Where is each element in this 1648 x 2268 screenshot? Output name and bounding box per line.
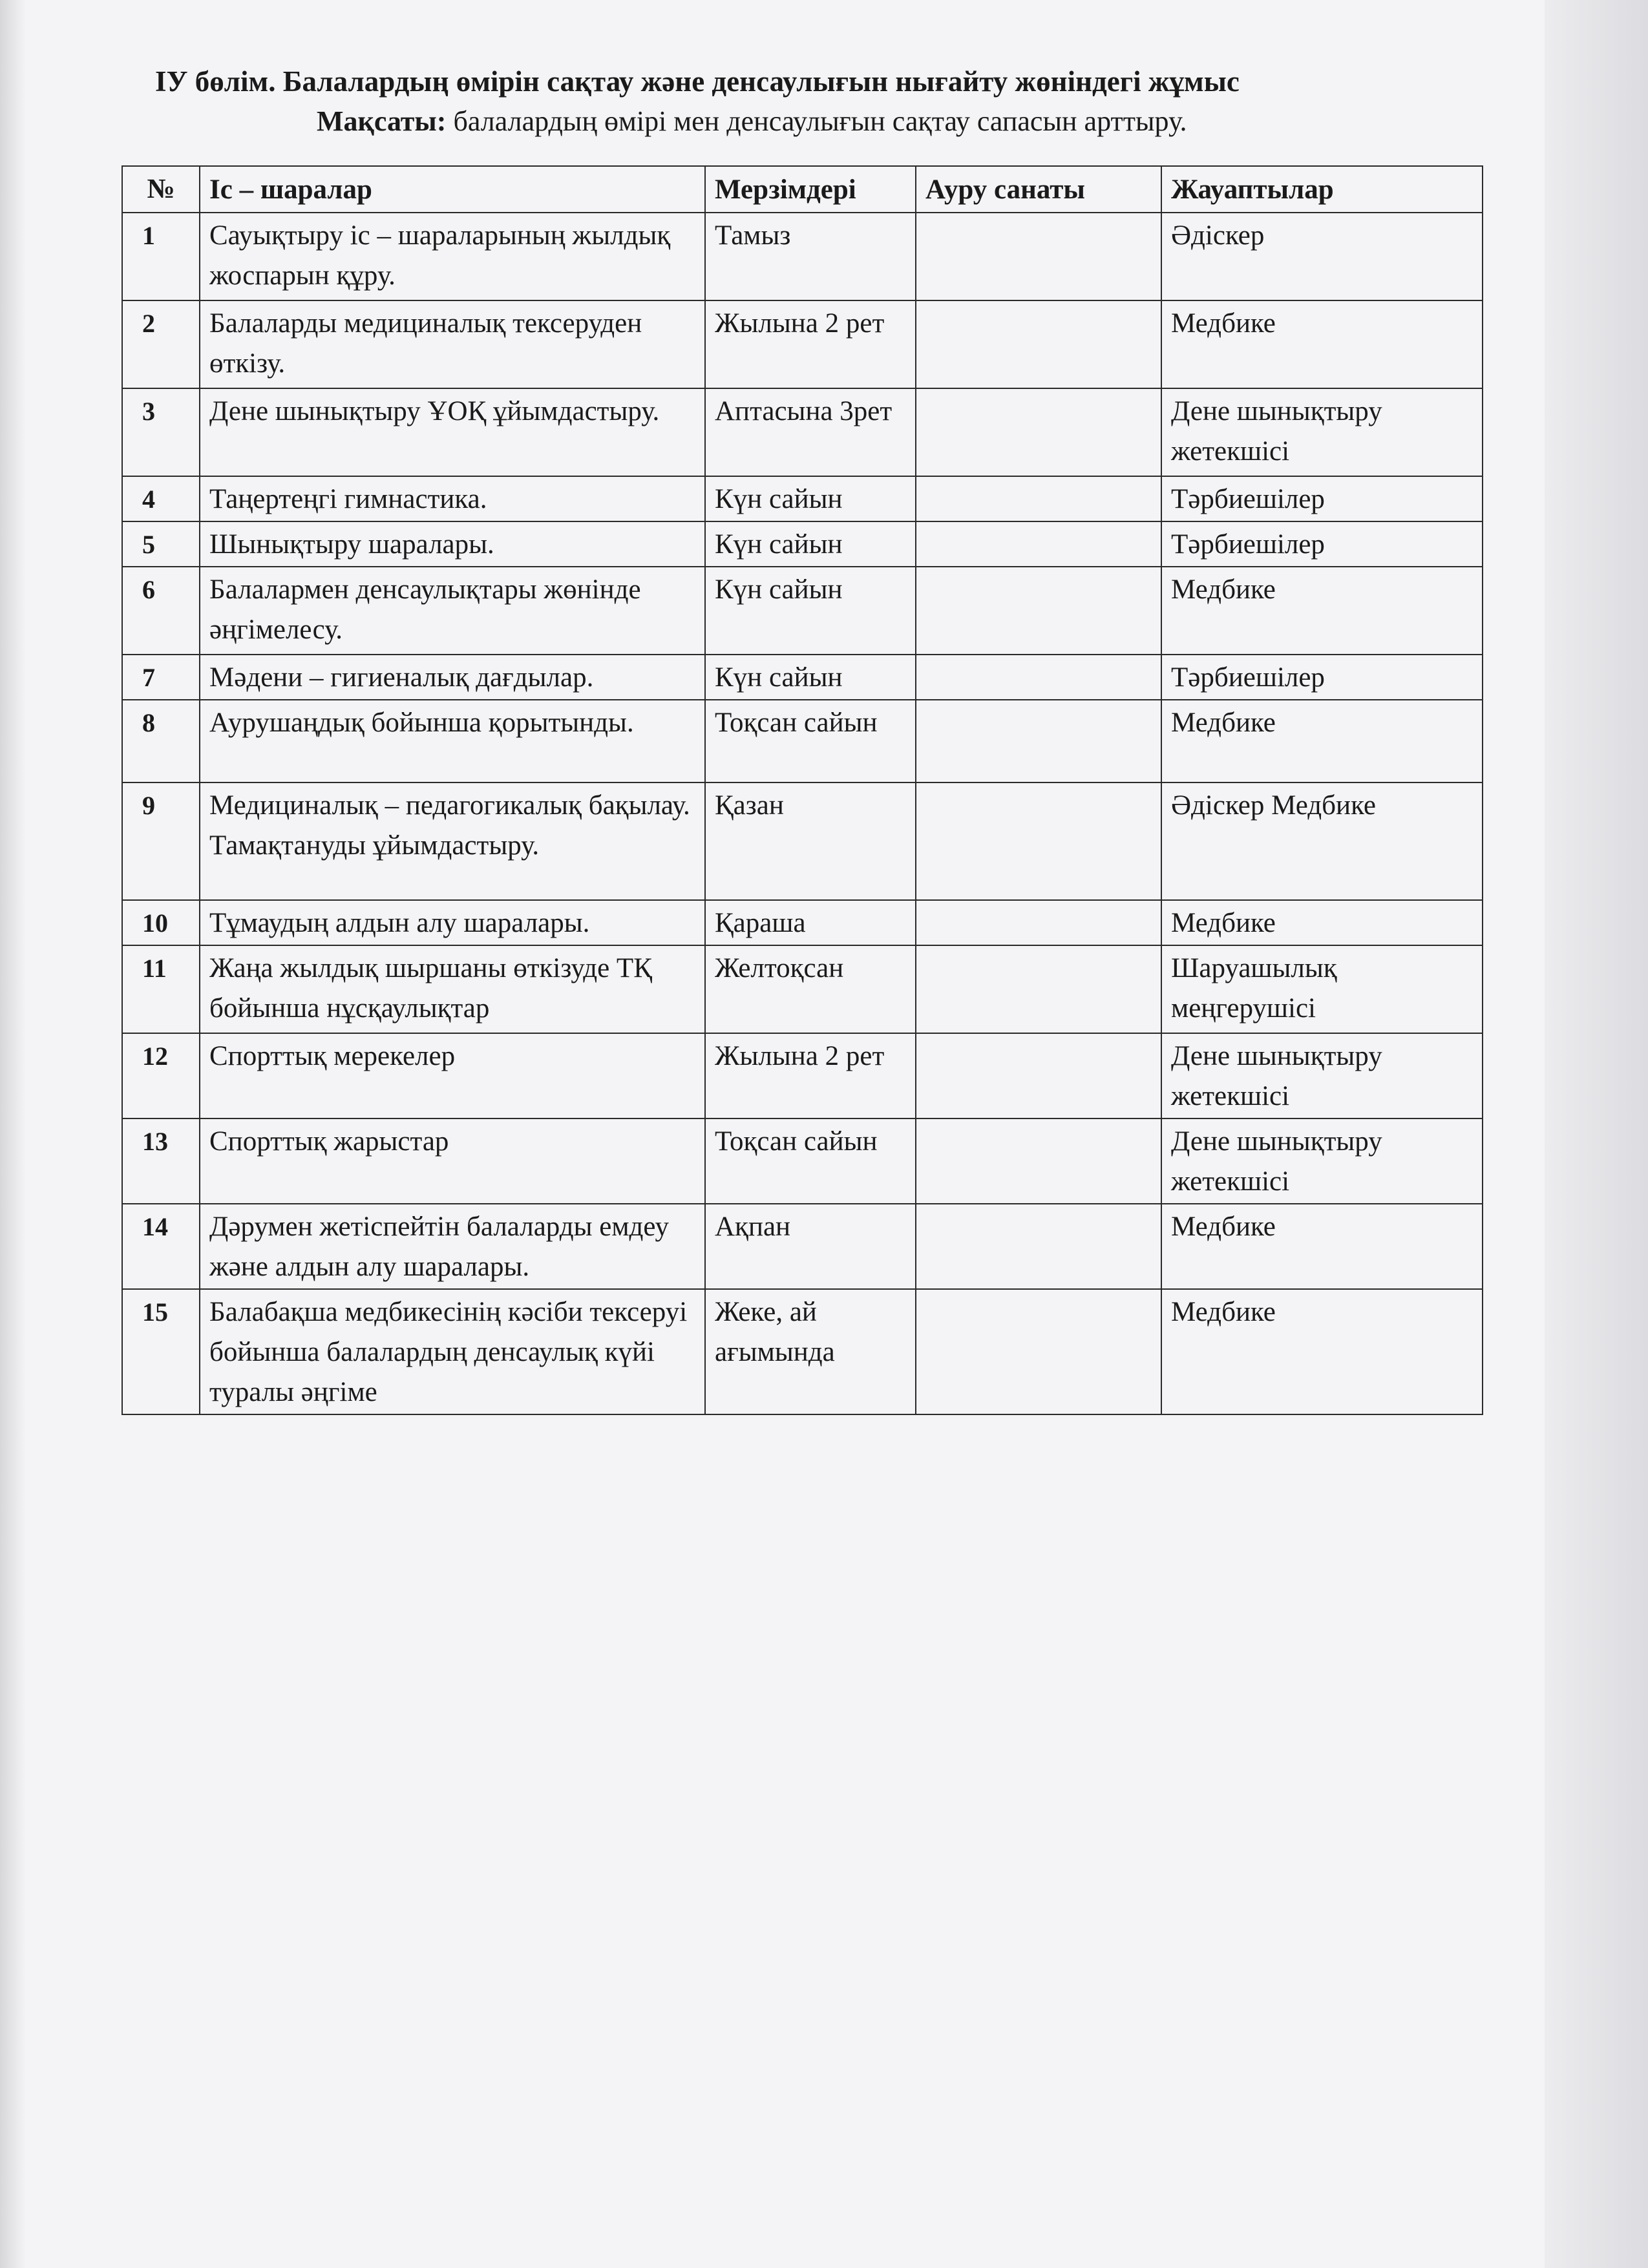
section-title: IУ бөлім. Балалардың өмірін сақтау және денсаулығын нығайту жөніндегі жұмыс — [155, 65, 1240, 98]
row-category — [916, 567, 1161, 655]
row-number: 7 — [122, 655, 200, 700]
row-term: Күн сайын — [705, 567, 916, 655]
row-number: 12 — [122, 1033, 200, 1118]
goal-label: Мақсаты: — [317, 105, 447, 137]
page-edge-shadow — [0, 0, 26, 2268]
row-number: 14 — [122, 1204, 200, 1289]
table-row — [122, 700, 1483, 782]
row-activity: Спорттық мерекелер — [200, 1033, 705, 1118]
row-activity: Балалармен денсаулықтары жөнінде әңгімелесу. — [200, 567, 705, 655]
row-term: Желтоқсан — [705, 945, 916, 1033]
row-activity: Жаңа жылдық шыршаны өткізуде ТҚ бойынша нұсқаулықтар — [200, 945, 705, 1033]
row-activity: Шынықтыру шаралары. — [200, 521, 705, 567]
row-activity: Медициналық – педагогикалық бақылау. Тамақтануды ұйымдастыру. — [200, 782, 705, 900]
row-responsible: Медбике — [1161, 1204, 1483, 1289]
table-row — [122, 521, 1483, 567]
table-row — [122, 213, 1483, 300]
row-term: Жеке, ай ағымында — [705, 1289, 916, 1414]
row-number: 15 — [122, 1289, 200, 1414]
row-activity: Мәдени – гигиеналық дағдылар. — [200, 655, 705, 700]
row-category — [916, 1118, 1161, 1204]
header-number: № — [122, 166, 200, 213]
row-number: 11 — [122, 945, 200, 1033]
row-category — [916, 1204, 1161, 1289]
row-category — [916, 655, 1161, 700]
table-row — [122, 782, 1483, 900]
table-row — [122, 900, 1483, 945]
row-responsible: Дене шынықтыру жетекшісі — [1161, 388, 1483, 476]
row-term: Тоқсан сайын — [705, 700, 916, 782]
row-number: 13 — [122, 1118, 200, 1204]
table-row — [122, 388, 1483, 476]
row-category — [916, 213, 1161, 300]
row-number: 8 — [122, 700, 200, 782]
row-term: Жылына 2 рет — [705, 300, 916, 388]
row-number: 9 — [122, 782, 200, 900]
row-responsible: Әдіскер — [1161, 213, 1483, 300]
row-activity: Аурушаңдық бойынша қорытынды. — [200, 700, 705, 782]
row-category — [916, 1289, 1161, 1414]
header-term: Мерзімдері — [705, 166, 916, 213]
activities-table — [121, 165, 1483, 1415]
row-number: 2 — [122, 300, 200, 388]
row-number: 5 — [122, 521, 200, 567]
row-responsible: Тәрбиешілер — [1161, 476, 1483, 521]
row-responsible: Медбике — [1161, 567, 1483, 655]
header-activity: Іс – шаралар — [200, 166, 705, 213]
table-row — [122, 476, 1483, 521]
goal-text: балалардың өмірі мен денсаулығын сақтау сапасын арттыру. — [453, 105, 1187, 137]
row-category — [916, 900, 1161, 945]
row-term: Күн сайын — [705, 655, 916, 700]
row-activity: Дәрумен жетіспейтін балаларды емдеу және алдын алу шаралары. — [200, 1204, 705, 1289]
row-category — [916, 1033, 1161, 1118]
row-number: 4 — [122, 476, 200, 521]
row-activity: Таңертеңгі гимнастика. — [200, 476, 705, 521]
table-row — [122, 567, 1483, 655]
row-category — [916, 521, 1161, 567]
header-responsible: Жауаптылар — [1161, 166, 1483, 213]
row-category — [916, 945, 1161, 1033]
row-term: Күн сайын — [705, 476, 916, 521]
row-responsible: Тәрбиешілер — [1161, 521, 1483, 567]
row-number: 6 — [122, 567, 200, 655]
row-responsible: Медбике — [1161, 900, 1483, 945]
table-body — [122, 213, 1483, 1414]
row-term: Тоқсан сайын — [705, 1118, 916, 1204]
row-responsible: Медбике — [1161, 300, 1483, 388]
row-term: Тамыз — [705, 213, 916, 300]
row-responsible: Медбике — [1161, 700, 1483, 782]
row-responsible: Әдіскер Медбике — [1161, 782, 1483, 900]
row-category — [916, 782, 1161, 900]
row-category — [916, 300, 1161, 388]
table-row — [122, 1289, 1483, 1414]
row-responsible: Шаруашылық меңгерушісі — [1161, 945, 1483, 1033]
row-responsible: Дене шынықтыру жетекшісі — [1161, 1118, 1483, 1204]
row-number: 3 — [122, 388, 200, 476]
row-term: Ақпан — [705, 1204, 916, 1289]
table-row — [122, 945, 1483, 1033]
row-activity: Тұмаудың алдын алу шаралары. — [200, 900, 705, 945]
row-responsible: Дене шынықтыру жетекшісі — [1161, 1033, 1483, 1118]
row-term: Жылына 2 рет — [705, 1033, 916, 1118]
header-category: Ауру санаты — [916, 166, 1161, 213]
row-number: 10 — [122, 900, 200, 945]
row-responsible: Тәрбиешілер — [1161, 655, 1483, 700]
row-category — [916, 700, 1161, 782]
table-row — [122, 1204, 1483, 1289]
page-edge-shadow — [1545, 0, 1648, 2268]
table-row — [122, 1118, 1483, 1204]
row-category — [916, 388, 1161, 476]
row-activity: Сауықтыру іс – шараларының жылдық жоспарын құру. — [200, 213, 705, 300]
row-activity: Спорттық жарыстар — [200, 1118, 705, 1204]
table-row — [122, 300, 1483, 388]
table-header-row — [122, 166, 1483, 213]
row-term: Күн сайын — [705, 521, 916, 567]
row-activity: Балаларды медициналық тексеруден өткізу. — [200, 300, 705, 388]
row-term: Қазан — [705, 782, 916, 900]
row-responsible: Медбике — [1161, 1289, 1483, 1414]
section-goal — [317, 103, 1415, 140]
table-row — [122, 1033, 1483, 1118]
row-term: Аптасына 3рет — [705, 388, 916, 476]
row-number: 1 — [122, 213, 200, 300]
table-row — [122, 655, 1483, 700]
row-activity: Балабақша медбикесінің кәсіби тексеруі бойынша балалардың денсаулық күйі туралы әңгіме — [200, 1289, 705, 1414]
row-category — [916, 476, 1161, 521]
row-activity: Дене шынықтыру ҰОҚ ұйымдастыру. — [200, 388, 705, 476]
row-term: Қараша — [705, 900, 916, 945]
